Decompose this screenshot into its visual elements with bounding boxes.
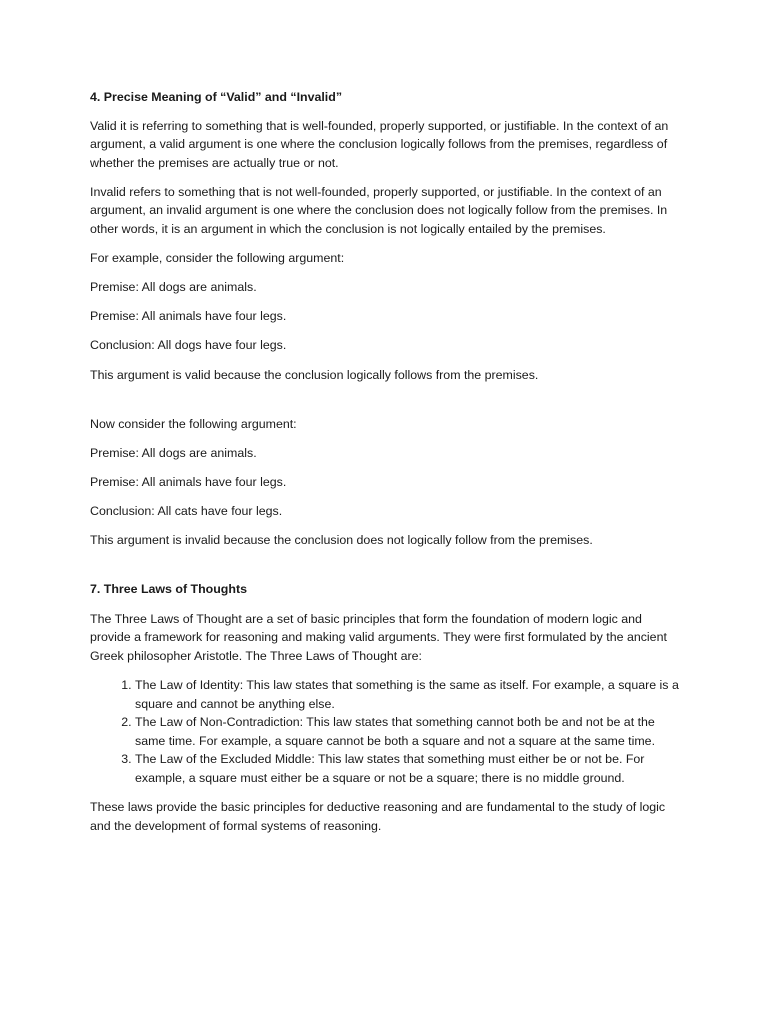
example-1-premise-1: Premise: All dogs are animals. — [90, 280, 257, 295]
example-2-premise-1: Premise: All dogs are animals. — [90, 445, 257, 460]
list-item: 2. The Law of Non-Contradiction: This law states that something cannot both be and not be at the same time. For example, a square cannot be both a square and not a square at the same time. — [135, 713, 680, 750]
example-1-verdict: This argument is valid because the conclusion logically follows from the premises. — [90, 367, 539, 382]
example-2-premise-2: Premise: All animals have four legs. — [90, 474, 287, 489]
example-2-conclusion: Conclusion: All cats have four legs. — [90, 503, 283, 518]
example-1-premise-2: Premise: All animals have four legs. — [90, 309, 287, 324]
laws-intro-paragraph: The Three Laws of Thought are a set of basic principles that form the foundation of modern logic and provide a framework for reasoning and making valid arguments. They were first formulated by the ancient Greek philosopher Aristotle. The Three Laws of Thought are: — [90, 611, 667, 663]
valid-definition-paragraph: Valid it is referring to something that is well-founded, properly supported, or justifiable. In the context of an argument, a valid argument is one where the conclusion logically follows from the premises, regardless of whether the premises are actually true or not. — [90, 118, 669, 170]
example-1-intro: For example, consider the following argument: — [90, 251, 345, 266]
example-2-verdict: This argument is invalid because the conclusion does not logically follow from the premises. — [90, 533, 593, 547]
spacer — [90, 395, 680, 415]
section-4-heading: 4. Precise Meaning of “Valid” and “Invalid” — [90, 90, 343, 104]
invalid-definition-paragraph: Invalid refers to something that is not well-founded, properly supported, or justifiable. In the context of an argument, an invalid argument is one where the conclusion does not logically follow from the premises. In other words, it is an argument in which the conclusion is not logically entailed by the premises. — [90, 184, 668, 237]
list-item: 1. The Law of Identity: This law states that something is the same as itself. For example, a square is a square and cannot be anything else. — [135, 676, 680, 713]
laws-list — [90, 676, 680, 788]
example-1-conclusion: Conclusion: All dogs have four legs. — [90, 338, 287, 353]
laws-closing-paragraph: These laws provide the basic principles for deductive reasoning and are fundamental to the study of logic and the development of formal systems of reasoning. — [90, 800, 666, 833]
section-7-heading: 7. Three Laws of Thoughts — [90, 582, 247, 597]
example-2-intro: Now consider the following argument: — [90, 416, 297, 431]
list-item: 3. The Law of the Excluded Middle: This law states that something must either be or not be. For example, a square must either be a square or not be a square; there is no middle ground. — [135, 750, 680, 787]
spacer — [90, 560, 680, 580]
document-page — [90, 88, 680, 846]
